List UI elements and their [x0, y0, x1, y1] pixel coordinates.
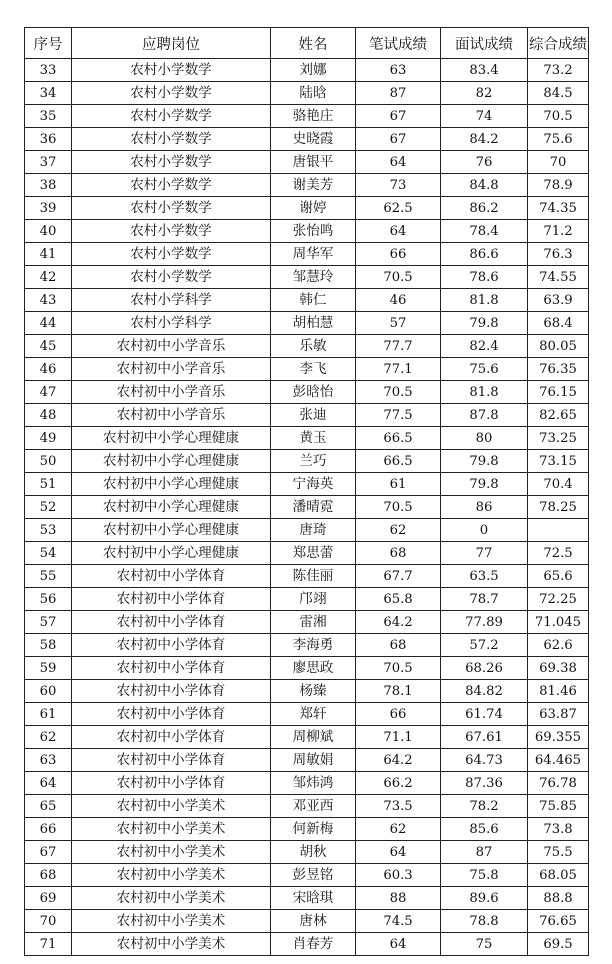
cell-interview-score: 77 — [441, 542, 528, 565]
cell-written-score: 62 — [356, 519, 441, 542]
cell-written-score: 64 — [356, 933, 441, 956]
cell-interview-score: 77.89 — [441, 611, 528, 634]
cell-interview-score: 78.7 — [441, 588, 528, 611]
cell-name: 陈佳丽 — [271, 565, 356, 588]
cell-position: 农村初中小学美术 — [72, 818, 271, 841]
cell-name: 潘晴霓 — [271, 496, 356, 519]
cell-interview-score: 78.2 — [441, 795, 528, 818]
cell-total-score: 74.55 — [528, 266, 589, 289]
cell-interview-score: 84.82 — [441, 680, 528, 703]
cell-serial-number: 50 — [25, 450, 72, 473]
cell-total-score: 68.05 — [528, 864, 589, 887]
cell-written-score: 70.5 — [356, 657, 441, 680]
cell-total-score: 73.25 — [528, 427, 589, 450]
cell-total-score: 76.65 — [528, 910, 589, 933]
cell-written-score: 70.5 — [356, 266, 441, 289]
cell-total-score: 76.35 — [528, 358, 589, 381]
cell-serial-number: 56 — [25, 588, 72, 611]
cell-written-score: 63 — [356, 59, 441, 82]
cell-serial-number: 59 — [25, 657, 72, 680]
table-row — [25, 220, 589, 243]
cell-position: 农村小学数学 — [72, 128, 271, 151]
table-row — [25, 358, 589, 381]
table-row — [25, 565, 589, 588]
table-row — [25, 657, 589, 680]
cell-position: 农村初中小学美术 — [72, 864, 271, 887]
header-written-score: 笔试成绩 — [356, 28, 441, 59]
cell-name: 黄玉 — [271, 427, 356, 450]
cell-written-score: 73.5 — [356, 795, 441, 818]
cell-interview-score: 64.73 — [441, 749, 528, 772]
table-row — [25, 841, 589, 864]
cell-total-score: 76.15 — [528, 381, 589, 404]
score-table — [24, 27, 589, 956]
cell-total-score: 65.6 — [528, 565, 589, 588]
cell-written-score: 70.5 — [356, 496, 441, 519]
cell-total-score: 69.5 — [528, 933, 589, 956]
cell-total-score: 72.25 — [528, 588, 589, 611]
cell-serial-number: 42 — [25, 266, 72, 289]
cell-written-score: 77.7 — [356, 335, 441, 358]
cell-written-score: 68 — [356, 542, 441, 565]
cell-name: 李海勇 — [271, 634, 356, 657]
cell-name: 郑轩 — [271, 703, 356, 726]
cell-interview-score: 78.4 — [441, 220, 528, 243]
cell-position: 农村初中小学音乐 — [72, 381, 271, 404]
cell-position: 农村初中小学音乐 — [72, 404, 271, 427]
cell-written-score: 64 — [356, 220, 441, 243]
cell-position: 农村小学数学 — [72, 266, 271, 289]
table-row — [25, 680, 589, 703]
cell-written-score: 67 — [356, 105, 441, 128]
header-name: 姓名 — [271, 28, 356, 59]
cell-interview-score: 89.6 — [441, 887, 528, 910]
cell-serial-number: 33 — [25, 59, 72, 82]
cell-written-score: 68 — [356, 634, 441, 657]
cell-interview-score: 79.8 — [441, 312, 528, 335]
cell-name: 宋晗琪 — [271, 887, 356, 910]
table-row — [25, 450, 589, 473]
cell-total-score: 82.65 — [528, 404, 589, 427]
cell-written-score: 64.2 — [356, 749, 441, 772]
cell-position: 农村初中小学体育 — [72, 611, 271, 634]
cell-interview-score: 57.2 — [441, 634, 528, 657]
cell-name: 杨臻 — [271, 680, 356, 703]
cell-position: 农村初中小学体育 — [72, 726, 271, 749]
cell-written-score: 67.7 — [356, 565, 441, 588]
cell-name: 史晓霞 — [271, 128, 356, 151]
table-row — [25, 289, 589, 312]
cell-written-score: 64 — [356, 151, 441, 174]
cell-serial-number: 65 — [25, 795, 72, 818]
cell-written-score: 64.2 — [356, 611, 441, 634]
cell-position: 农村小学数学 — [72, 59, 271, 82]
cell-serial-number: 71 — [25, 933, 72, 956]
header-position: 应聘岗位 — [72, 28, 271, 59]
cell-position: 农村初中小学心理健康 — [72, 427, 271, 450]
table-row — [25, 59, 589, 82]
cell-position: 农村小学数学 — [72, 151, 271, 174]
cell-written-score: 66.2 — [356, 772, 441, 795]
cell-serial-number: 55 — [25, 565, 72, 588]
cell-interview-score: 83.4 — [441, 59, 528, 82]
cell-serial-number: 67 — [25, 841, 72, 864]
cell-position: 农村小学数学 — [72, 82, 271, 105]
cell-interview-score: 75.6 — [441, 358, 528, 381]
cell-name: 宁海英 — [271, 473, 356, 496]
cell-written-score: 88 — [356, 887, 441, 910]
cell-total-score: 69.38 — [528, 657, 589, 680]
cell-serial-number: 57 — [25, 611, 72, 634]
cell-interview-score: 81.8 — [441, 381, 528, 404]
cell-serial-number: 46 — [25, 358, 72, 381]
cell-position: 农村初中小学体育 — [72, 703, 271, 726]
cell-name: 雷湘 — [271, 611, 356, 634]
cell-position: 农村初中小学心理健康 — [72, 519, 271, 542]
cell-name: 乐敏 — [271, 335, 356, 358]
cell-written-score: 74.5 — [356, 910, 441, 933]
cell-position: 农村小学数学 — [72, 174, 271, 197]
cell-written-score: 65.8 — [356, 588, 441, 611]
cell-serial-number: 70 — [25, 910, 72, 933]
cell-interview-score: 84.2 — [441, 128, 528, 151]
cell-name: 彭晗怡 — [271, 381, 356, 404]
cell-interview-score: 79.8 — [441, 450, 528, 473]
table-row — [25, 864, 589, 887]
cell-interview-score: 75.8 — [441, 864, 528, 887]
cell-total-score: 73.15 — [528, 450, 589, 473]
cell-position: 农村初中小学体育 — [72, 634, 271, 657]
table-row — [25, 427, 589, 450]
cell-total-score: 71.045 — [528, 611, 589, 634]
cell-total-score: 70.5 — [528, 105, 589, 128]
cell-interview-score: 75 — [441, 933, 528, 956]
cell-interview-score: 86 — [441, 496, 528, 519]
cell-name: 何新梅 — [271, 818, 356, 841]
table-row — [25, 473, 589, 496]
cell-position: 农村小学数学 — [72, 220, 271, 243]
cell-total-score: 68.4 — [528, 312, 589, 335]
cell-total-score: 75.6 — [528, 128, 589, 151]
cell-serial-number: 64 — [25, 772, 72, 795]
cell-interview-score: 67.61 — [441, 726, 528, 749]
table-row — [25, 174, 589, 197]
cell-name: 彭昱铭 — [271, 864, 356, 887]
cell-written-score: 60.3 — [356, 864, 441, 887]
cell-serial-number: 54 — [25, 542, 72, 565]
cell-position: 农村初中小学体育 — [72, 772, 271, 795]
cell-position: 农村小学科学 — [72, 312, 271, 335]
table-row — [25, 703, 589, 726]
cell-interview-score: 87 — [441, 841, 528, 864]
table-row — [25, 381, 589, 404]
table-row — [25, 542, 589, 565]
cell-serial-number: 52 — [25, 496, 72, 519]
cell-serial-number: 63 — [25, 749, 72, 772]
table-row — [25, 105, 589, 128]
cell-total-score: 69.355 — [528, 726, 589, 749]
header-serial-number: 序号 — [25, 28, 72, 59]
cell-name: 唐林 — [271, 910, 356, 933]
header-row — [25, 28, 589, 59]
score-sheet — [24, 27, 588, 956]
cell-written-score: 71.1 — [356, 726, 441, 749]
cell-name: 李飞 — [271, 358, 356, 381]
cell-position: 农村初中小学心理健康 — [72, 473, 271, 496]
cell-serial-number: 43 — [25, 289, 72, 312]
cell-serial-number: 68 — [25, 864, 72, 887]
cell-serial-number: 44 — [25, 312, 72, 335]
cell-interview-score: 82.4 — [441, 335, 528, 358]
cell-written-score: 64 — [356, 841, 441, 864]
cell-interview-score: 84.8 — [441, 174, 528, 197]
cell-name: 骆艳庄 — [271, 105, 356, 128]
cell-interview-score: 79.8 — [441, 473, 528, 496]
cell-interview-score: 61.74 — [441, 703, 528, 726]
cell-serial-number: 40 — [25, 220, 72, 243]
cell-serial-number: 36 — [25, 128, 72, 151]
cell-interview-score: 85.6 — [441, 818, 528, 841]
cell-name: 邹慧玲 — [271, 266, 356, 289]
cell-serial-number: 62 — [25, 726, 72, 749]
cell-name: 邓亚西 — [271, 795, 356, 818]
cell-total-score: 80.05 — [528, 335, 589, 358]
header-interview-score: 面试成绩 — [441, 28, 528, 59]
cell-position: 农村初中小学体育 — [72, 749, 271, 772]
cell-written-score: 77.1 — [356, 358, 441, 381]
cell-total-score — [528, 519, 589, 542]
cell-total-score: 71.2 — [528, 220, 589, 243]
cell-position: 农村初中小学音乐 — [72, 335, 271, 358]
table-row — [25, 335, 589, 358]
cell-written-score: 73 — [356, 174, 441, 197]
cell-serial-number: 48 — [25, 404, 72, 427]
cell-total-score: 62.6 — [528, 634, 589, 657]
cell-serial-number: 69 — [25, 887, 72, 910]
cell-name: 唐银平 — [271, 151, 356, 174]
cell-name: 张怡鸣 — [271, 220, 356, 243]
cell-position: 农村初中小学体育 — [72, 680, 271, 703]
table-row — [25, 266, 589, 289]
cell-total-score: 70 — [528, 151, 589, 174]
cell-name: 谢美芳 — [271, 174, 356, 197]
cell-written-score: 67 — [356, 128, 441, 151]
cell-total-score: 75.85 — [528, 795, 589, 818]
cell-serial-number: 66 — [25, 818, 72, 841]
cell-name: 陆晗 — [271, 82, 356, 105]
cell-position: 农村初中小学心理健康 — [72, 496, 271, 519]
cell-written-score: 87 — [356, 82, 441, 105]
table-row — [25, 312, 589, 335]
cell-written-score: 66.5 — [356, 427, 441, 450]
cell-position: 农村初中小学美术 — [72, 795, 271, 818]
table-row — [25, 933, 589, 956]
cell-total-score: 74.35 — [528, 197, 589, 220]
cell-interview-score: 81.8 — [441, 289, 528, 312]
table-row — [25, 243, 589, 266]
cell-written-score: 62.5 — [356, 197, 441, 220]
cell-written-score: 78.1 — [356, 680, 441, 703]
cell-serial-number: 45 — [25, 335, 72, 358]
cell-written-score: 57 — [356, 312, 441, 335]
cell-position: 农村初中小学体育 — [72, 657, 271, 680]
cell-serial-number: 61 — [25, 703, 72, 726]
cell-position: 农村初中小学美术 — [72, 841, 271, 864]
cell-name: 周敏娟 — [271, 749, 356, 772]
cell-total-score: 75.5 — [528, 841, 589, 864]
cell-total-score: 63.87 — [528, 703, 589, 726]
cell-interview-score: 78.8 — [441, 910, 528, 933]
cell-serial-number: 49 — [25, 427, 72, 450]
table-row — [25, 197, 589, 220]
table-row — [25, 128, 589, 151]
cell-written-score: 61 — [356, 473, 441, 496]
cell-total-score: 70.4 — [528, 473, 589, 496]
cell-position: 农村初中小学体育 — [72, 588, 271, 611]
cell-position: 农村小学数学 — [72, 243, 271, 266]
cell-total-score: 78.9 — [528, 174, 589, 197]
cell-serial-number: 41 — [25, 243, 72, 266]
cell-name: 胡秋 — [271, 841, 356, 864]
table-row — [25, 749, 589, 772]
table-row — [25, 496, 589, 519]
cell-interview-score: 80 — [441, 427, 528, 450]
cell-serial-number: 37 — [25, 151, 72, 174]
cell-written-score: 77.5 — [356, 404, 441, 427]
table-row — [25, 611, 589, 634]
cell-serial-number: 53 — [25, 519, 72, 542]
cell-serial-number: 39 — [25, 197, 72, 220]
cell-interview-score: 0 — [441, 519, 528, 542]
cell-serial-number: 34 — [25, 82, 72, 105]
cell-name: 韩仁 — [271, 289, 356, 312]
cell-position: 农村初中小学心理健康 — [72, 450, 271, 473]
cell-name: 肖春芳 — [271, 933, 356, 956]
cell-total-score: 63.9 — [528, 289, 589, 312]
table-row — [25, 404, 589, 427]
cell-written-score: 66 — [356, 243, 441, 266]
table-body — [25, 59, 589, 956]
cell-position: 农村初中小学体育 — [72, 565, 271, 588]
cell-serial-number: 58 — [25, 634, 72, 657]
cell-position: 农村小学数学 — [72, 105, 271, 128]
cell-serial-number: 47 — [25, 381, 72, 404]
table-row — [25, 634, 589, 657]
cell-position: 农村初中小学美术 — [72, 933, 271, 956]
cell-interview-score: 68.26 — [441, 657, 528, 680]
cell-name: 廖思政 — [271, 657, 356, 680]
table-row — [25, 910, 589, 933]
cell-name: 唐琦 — [271, 519, 356, 542]
table-row — [25, 795, 589, 818]
cell-interview-score: 86.6 — [441, 243, 528, 266]
cell-name: 胡柏慧 — [271, 312, 356, 335]
cell-serial-number: 51 — [25, 473, 72, 496]
cell-interview-score: 78.6 — [441, 266, 528, 289]
cell-position: 农村小学科学 — [72, 289, 271, 312]
cell-interview-score: 87.8 — [441, 404, 528, 427]
cell-written-score: 66 — [356, 703, 441, 726]
cell-total-score: 76.78 — [528, 772, 589, 795]
cell-written-score: 62 — [356, 818, 441, 841]
table-row — [25, 519, 589, 542]
cell-interview-score: 76 — [441, 151, 528, 174]
cell-name: 郑思蕾 — [271, 542, 356, 565]
cell-total-score: 73.8 — [528, 818, 589, 841]
cell-position: 农村小学数学 — [72, 197, 271, 220]
cell-interview-score: 87.36 — [441, 772, 528, 795]
cell-total-score: 81.46 — [528, 680, 589, 703]
cell-interview-score: 63.5 — [441, 565, 528, 588]
cell-position: 农村初中小学美术 — [72, 887, 271, 910]
cell-name: 张迪 — [271, 404, 356, 427]
cell-written-score: 46 — [356, 289, 441, 312]
cell-total-score: 88.8 — [528, 887, 589, 910]
cell-name: 周柳斌 — [271, 726, 356, 749]
cell-position: 农村初中小学心理健康 — [72, 542, 271, 565]
table-row — [25, 818, 589, 841]
header-total-score: 综合成绩 — [528, 28, 589, 59]
cell-total-score: 84.5 — [528, 82, 589, 105]
cell-position: 农村初中小学音乐 — [72, 358, 271, 381]
cell-interview-score: 82 — [441, 82, 528, 105]
table-row — [25, 772, 589, 795]
cell-name: 刘娜 — [271, 59, 356, 82]
cell-name: 周华军 — [271, 243, 356, 266]
cell-written-score: 70.5 — [356, 381, 441, 404]
cell-name: 邹炜鸿 — [271, 772, 356, 795]
table-row — [25, 588, 589, 611]
cell-name: 邝翊 — [271, 588, 356, 611]
cell-serial-number: 35 — [25, 105, 72, 128]
cell-total-score: 73.2 — [528, 59, 589, 82]
cell-position: 农村初中小学美术 — [72, 910, 271, 933]
cell-total-score: 78.25 — [528, 496, 589, 519]
table-row — [25, 726, 589, 749]
cell-interview-score: 74 — [441, 105, 528, 128]
cell-total-score: 64.465 — [528, 749, 589, 772]
cell-total-score: 76.3 — [528, 243, 589, 266]
cell-serial-number: 60 — [25, 680, 72, 703]
cell-name: 兰巧 — [271, 450, 356, 473]
table-row — [25, 887, 589, 910]
table-row — [25, 151, 589, 174]
cell-total-score: 72.5 — [528, 542, 589, 565]
cell-serial-number: 38 — [25, 174, 72, 197]
table-row — [25, 82, 589, 105]
cell-written-score: 66.5 — [356, 450, 441, 473]
cell-interview-score: 86.2 — [441, 197, 528, 220]
cell-name: 谢婷 — [271, 197, 356, 220]
